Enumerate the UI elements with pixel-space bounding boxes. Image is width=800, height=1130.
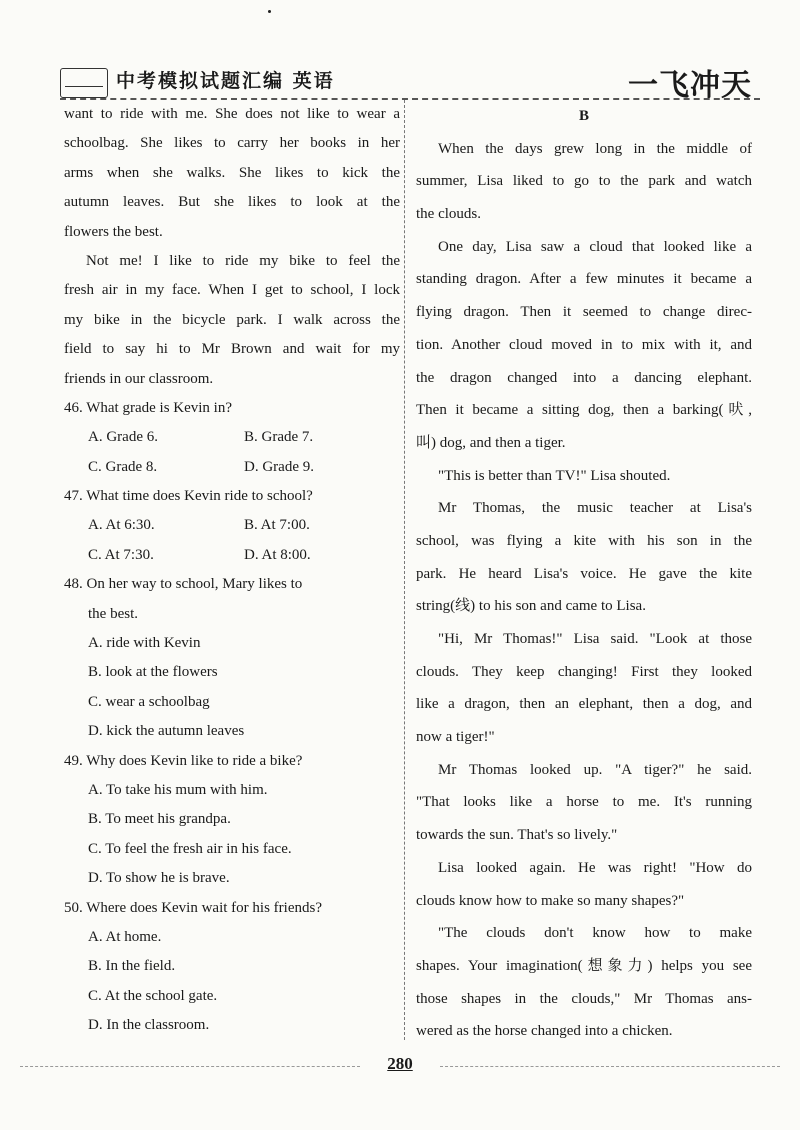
right-column-line: Then it became a sitting dog, then a barking(吠, (416, 402, 752, 419)
right-column-line: "This is better than TV!" Lisa shouted. (438, 467, 671, 484)
right-column-line: the dragon changed into a dancing elephant. (416, 369, 752, 386)
right-column-line: string(线) to his son and came to Lisa. (416, 598, 646, 615)
scan-dot (268, 10, 271, 13)
left-column-line: the best. (88, 605, 138, 622)
option-a: C. Grade 8. (88, 458, 158, 475)
right-column-line: those shapes in the clouds," Mr Thomas ans- (416, 990, 752, 1007)
right-column-line: Lisa looked again. He was right! "How do (438, 859, 752, 876)
right-column-line: 叫) dog, and then a tiger. (416, 434, 566, 451)
left-column-line: field to say hi to Mr Brown and wait for my (64, 341, 400, 358)
left-column-line: 48. On her way to school, Mary likes to (64, 576, 303, 593)
right-column-line: like a dragon, then an elephant, then a dog, and (416, 696, 752, 713)
left-column-line: 46. What grade is Kevin in? (64, 399, 233, 416)
right-column-line: B (578, 108, 589, 124)
right-column-line: towards the sun. That's so lively." (416, 827, 618, 844)
left-column-line: D. kick the autumn leaves (88, 723, 245, 740)
right-column-line: summer, Lisa liked to go to the park and watch (416, 173, 752, 190)
left-column-line: B. In the field. (88, 958, 176, 975)
option-a: C. At 7:30. (88, 546, 154, 563)
right-column-line: shapes. Your imagination(想象力) helps you see (416, 957, 752, 974)
right-column-line: clouds. They keep changing! First they looked (416, 663, 752, 680)
right-column-line: Mr Thomas, the music teacher at Lisa's (438, 500, 752, 517)
right-column-line: the clouds. (416, 206, 481, 223)
left-column-line: 47. What time does Kevin ride to school? (64, 488, 313, 505)
left-column-line: B. look at the flowers (88, 664, 218, 681)
left-column-line: 50. Where does Kevin wait for his friends? (64, 899, 322, 916)
right-column-line: tion. Another cloud moved in to mix with it, and (416, 336, 752, 353)
left-column-line: friends in our classroom. (64, 370, 214, 387)
left-column-line: A. At home. (88, 928, 162, 945)
left-column-line: A. ride with Kevin (88, 635, 201, 652)
option-b: B. Grade 7. (244, 429, 314, 446)
page-number: 280 (387, 1054, 413, 1073)
left-column-line: arms when she walks. She likes to kick the (64, 164, 400, 181)
left-column-line (64, 511, 400, 540)
option-b: B. At 7:00. (244, 517, 310, 534)
book-logo-icon (60, 68, 108, 98)
left-column-line: B. To meet his grandpa. (88, 811, 231, 828)
left-column-line: schoolbag. She likes to carry her books in her (64, 135, 400, 152)
header-title: 中考模拟试题汇编 英语 (116, 70, 335, 92)
right-column-line: school, was flying a kite with his son in the (416, 532, 752, 549)
column-divider (404, 100, 405, 1040)
left-column-line: C. At the school gate. (88, 987, 218, 1004)
option-b: D. At 8:00. (244, 546, 311, 563)
left-column-line (64, 453, 400, 482)
left-column-line: 49. Why does Kevin like to ride a bike? (64, 752, 303, 769)
left-column-line: Not me! I like to ride my bike to feel the (86, 252, 400, 269)
left-column-line: C. wear a schoolbag (88, 693, 210, 710)
left-column-line: want to ride with me. She does not like to wear a (64, 106, 400, 122)
footer-rule-right (440, 1066, 780, 1067)
right-column-line: clouds know how to make so many shapes?" (416, 892, 685, 909)
right-column (416, 100, 752, 1048)
left-column-line: my bike in the bicycle park. I walk across the (64, 311, 400, 328)
left-column-line (64, 423, 400, 452)
right-column-line: park. He heard Lisa's voice. He gave the kite (416, 565, 752, 582)
left-column (64, 100, 400, 1041)
right-column-line: now a tiger!" (416, 729, 495, 746)
option-b: D. Grade 9. (244, 458, 314, 475)
right-column-line: flying dragon. Then it seemed to change direc- (416, 304, 752, 321)
left-column-line: D. To show he is brave. (88, 870, 230, 887)
right-column-line: "The clouds don't know how to make (438, 925, 752, 942)
option-a: A. Grade 6. (88, 429, 158, 446)
left-column-line: fresh air in my face. When I get to school, I lock (64, 282, 400, 299)
left-column-line: autumn leaves. But she likes to look at the (64, 194, 400, 211)
right-column-line: standing dragon. After a few minutes it became a (416, 271, 752, 288)
left-column-line: A. To take his mum with him. (88, 781, 268, 798)
right-column-line: "That looks like a horse to me. It's running (416, 794, 752, 811)
right-column-line: When the days grew long in the middle of (438, 140, 752, 157)
right-column-line: One day, Lisa saw a cloud that looked like a (438, 238, 752, 255)
left-column-line: C. To feel the fresh air in his face. (88, 840, 292, 857)
left-column-line: flowers the best. (64, 223, 163, 240)
page-footer (20, 1054, 780, 1078)
footer-rule-left (20, 1066, 360, 1067)
left-column-line (64, 541, 400, 570)
left-column-line: D. In the classroom. (88, 1017, 210, 1034)
brand-title: 一飞冲天 (628, 68, 752, 103)
right-column-line: Mr Thomas looked up. "A tiger?" he said. (438, 761, 752, 778)
option-a: A. At 6:30. (88, 517, 155, 534)
right-column-line: wered as the horse changed into a chicken. (416, 1023, 673, 1040)
right-column-line: "Hi, Mr Thomas!" Lisa said. "Look at those (438, 631, 752, 647)
page-header (60, 60, 760, 103)
